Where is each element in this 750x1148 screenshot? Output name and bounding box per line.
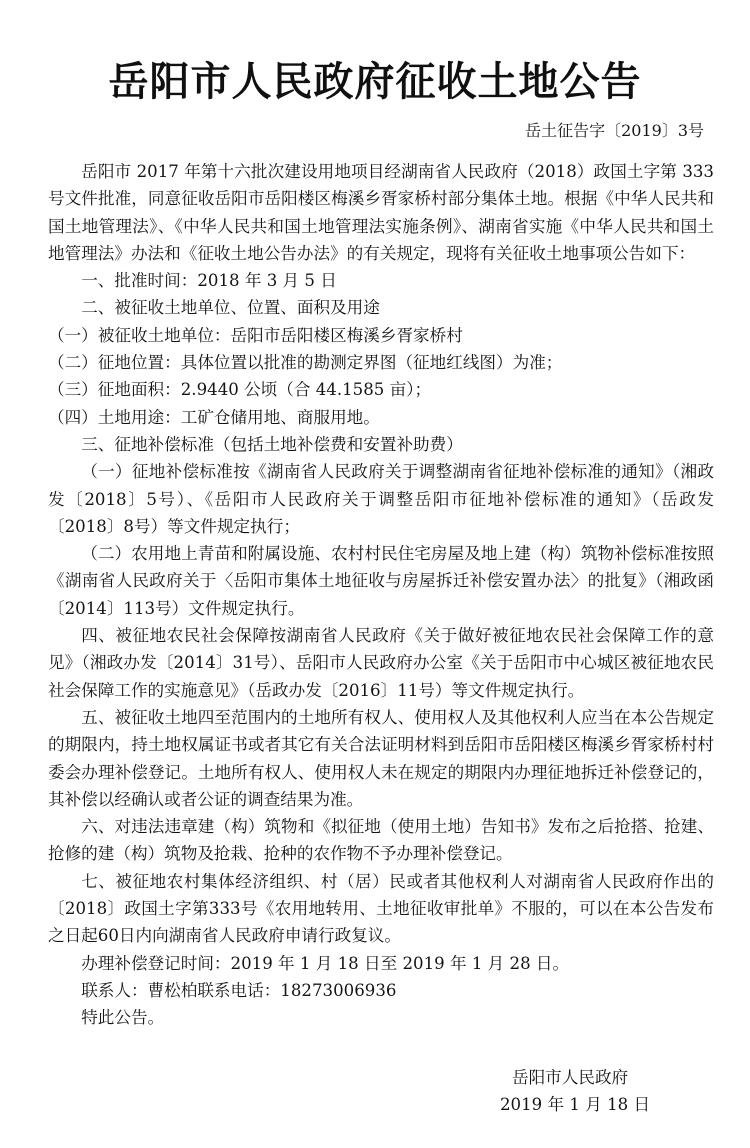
land-location-item: （二）征地位置：具体位置以批准的勘测定界图（征地红线图）为准；	[48, 353, 563, 373]
closing-text: 特此公告。	[81, 1008, 165, 1028]
crops-buildings-compensation-item: （二）农用地上青苗和附属设施、农村村民住宅房屋及地上建（构）筑物补偿标准按照《湖南省人民政府关于〈岳阳市集体土地征收与房屋拆迁补偿安置办法〉的批复》（湘政函〔2014〕113号）文件规定执行。	[48, 544, 714, 618]
notice-body	[48, 158, 714, 1032]
registration-time: 办理补偿登记时间：2019 年 1 月 18 日至 2019 年 1 月 28 日。	[81, 953, 570, 973]
contact-row	[48, 977, 714, 1004]
intro-paragraph: 岳阳市 2017 年第十六批次建设用地项目经湖南省人民政府（2018）政国土字第 333 号文件批准，同意征收岳阳市岳阳楼区梅溪乡胥家桥村部分集体土地。根据《中华人民共和国土地管理法》、《中华人民共和国土地管理法实施条例》、湖南省实施《中华人民共和国土地管理法》办法和《征收土地公告办法》的有关规定，现将有关征收土地事项公告如下：	[48, 162, 714, 263]
land-unit-item: （一）被征收土地单位：岳阳市岳阳楼区梅溪乡胥家桥村	[48, 325, 463, 345]
land-use-item: （四）土地用途：工矿仓储用地、商服用地。	[48, 407, 380, 427]
issuer-name: 岳阳市人民政府	[512, 1068, 629, 1087]
land-area-item: （三）征地面积：2.9440 公顷（合 44.1585 亩）；	[48, 380, 432, 400]
page-title: 岳阳市人民政府征收土地公告	[108, 59, 642, 105]
document-number: 岳土征告字〔2019〕3号	[525, 121, 704, 140]
section-illegal-buildings: 六、对违法违章建（构）筑物和《拟征地（使用土地）告知书》发布之后抢搭、抢建、抢修的建（构）筑物及抢栽、抢种的农作物不予办理补偿登记。	[48, 817, 714, 864]
section-registration: 五、被征收土地四至范围内的土地所有权人、使用权人及其他权利人应当在本公告规定的期限内，持土地权属证书或者其它有关合法证明材料到岳阳市岳阳楼区梅溪乡胥家桥村村委会办理补偿登记。土地所有权人、使用权人未在规定的期限内办理征地拆迁补偿登记的，其补偿以经确认或者公证的调查结果为准。	[48, 707, 714, 809]
contact-person: 联系人：曹松柏	[81, 980, 198, 1000]
section-land-info-heading: 二、被征收土地单位、位置、面积及用途	[81, 298, 380, 318]
section-social-security: 四、被征地农民社会保障按湖南省人民政府《关于做好被征地农民社会保障工作的意见》（湘政办发〔2014〕31号）、岳阳市人民政府办公室《关于岳阳市中心城区被征地农民社会保障工作的实施意见》（岳政办发〔2016〕11号）等文件规定执行。	[48, 626, 714, 700]
section-compensation-heading: 三、征地补偿标准（包括土地补偿费和安置补助费）	[81, 434, 463, 454]
issue-date: 2019 年 1 月 18 日	[500, 1095, 651, 1114]
compensation-standard-item: （一）征地补偿标准按《湖南省人民政府关于调整湖南省征地补偿标准的通知》（湘政发〔2018〕5号）、《岳阳市人民政府关于调整岳阳市征地补偿标准的通知》（岳政发〔2018〕8号）等文件规定执行；	[48, 462, 714, 536]
section-administrative-review: 七、被征地农村集体经济组织、村（居）民或者其他权利人对湖南省人民政府作出的〔2018〕政国土字第333号《农用地转用、土地征收审批单》不服的，可以在本公告发布之日起60日内向湖南省人民政府申请行政复议。	[48, 871, 714, 946]
signature-block	[500, 1064, 662, 1118]
section-approval-time: 一、批准时间：2018 年 3 月 5 日	[81, 271, 337, 291]
contact-phone: 联系电话：18273006936	[197, 980, 397, 1000]
